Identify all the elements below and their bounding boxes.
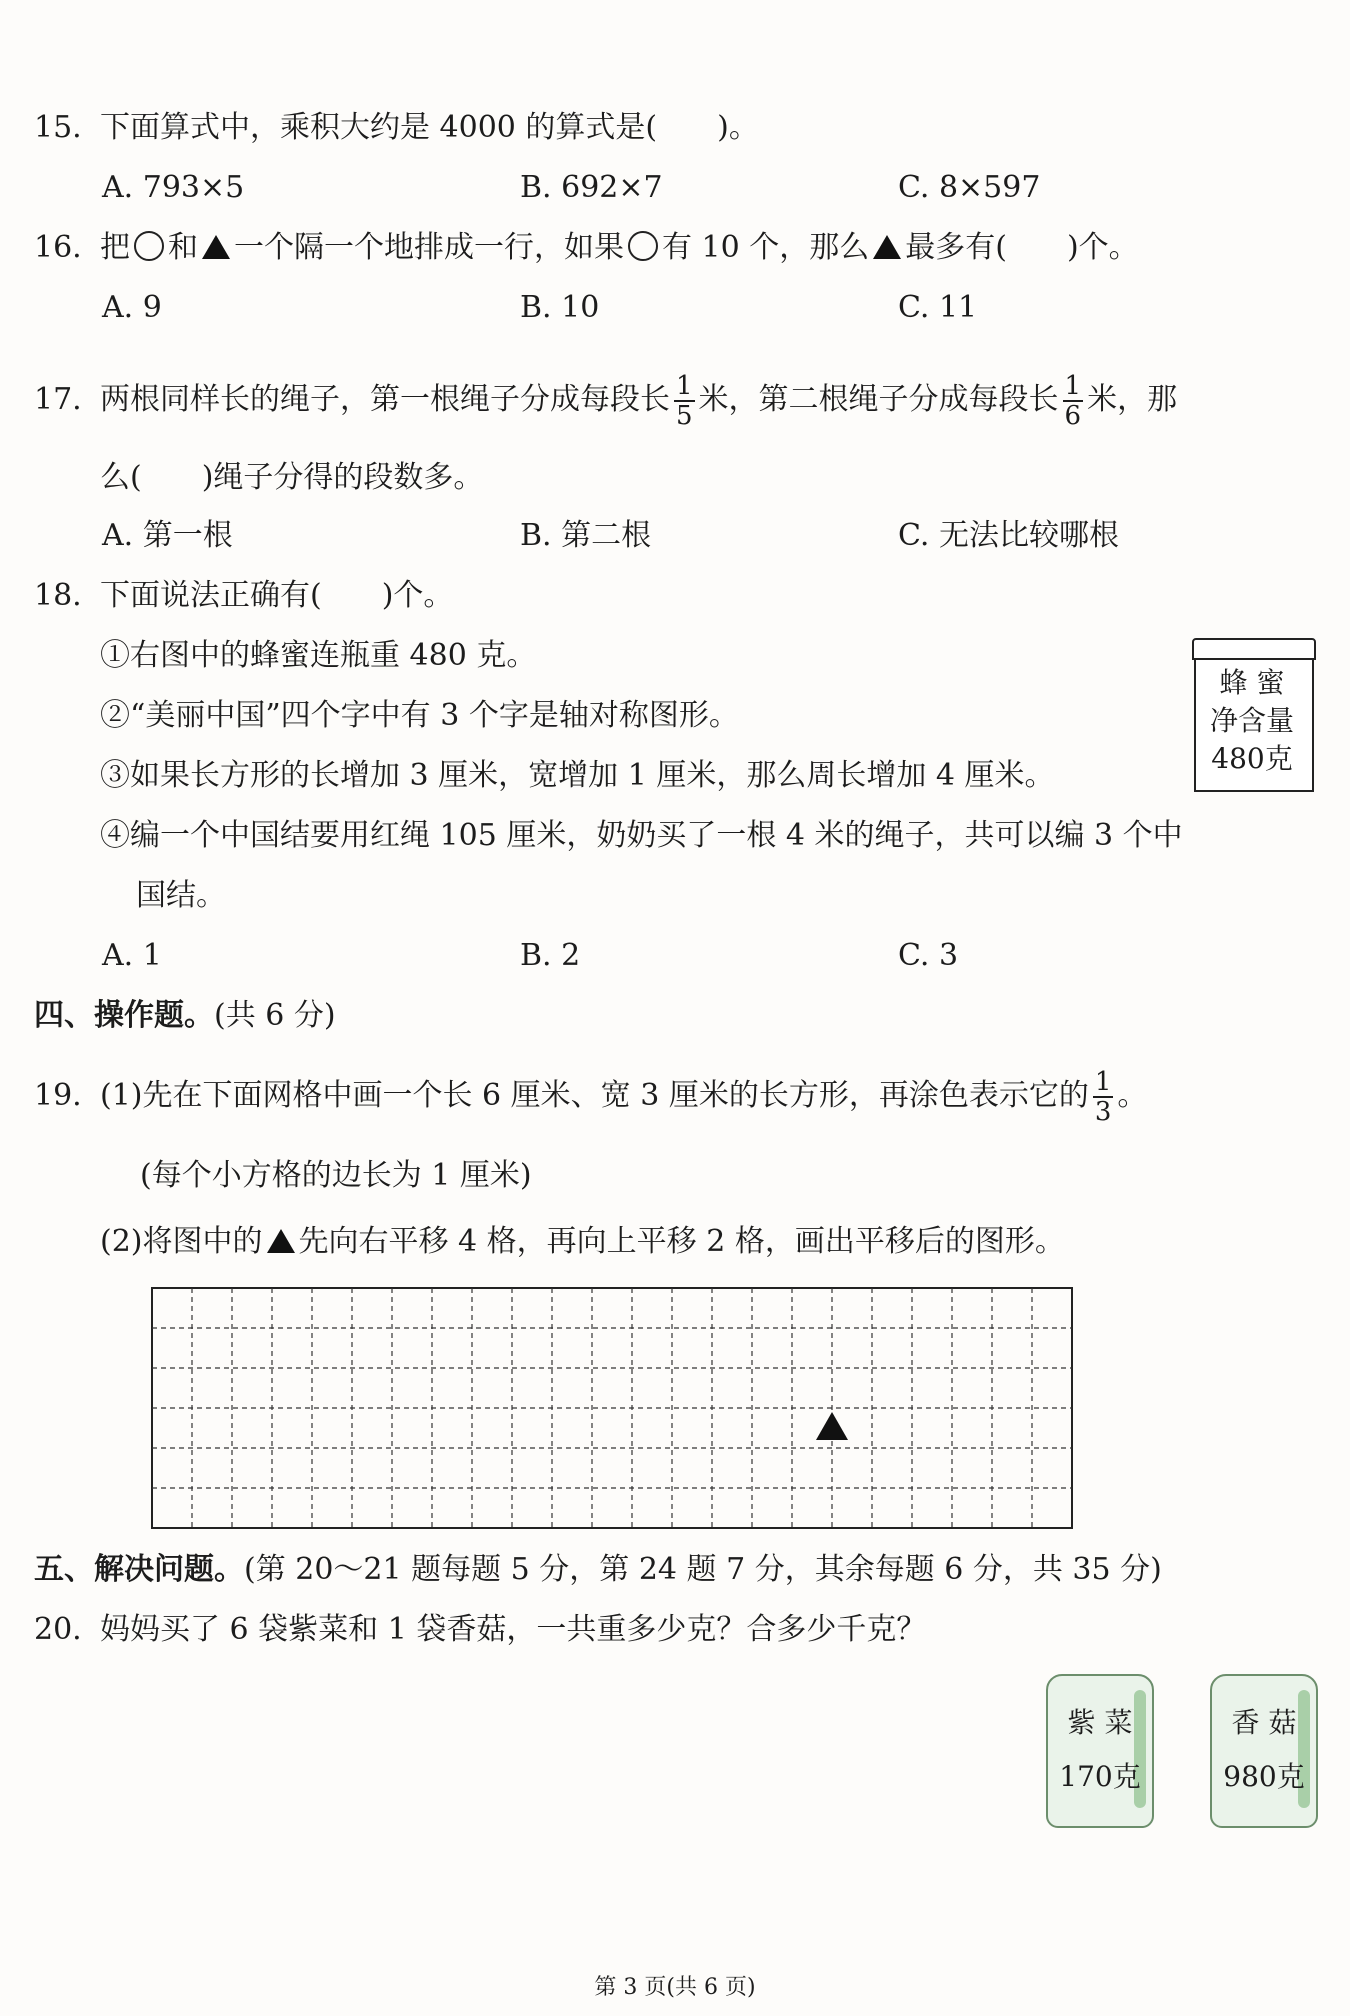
circle-icon xyxy=(628,231,658,261)
question-text: 下面说法正确有( )个。 xyxy=(100,578,454,613)
question-text-a: (1)先在下面网格中画一个长 6 厘米、宽 3 厘米的长方形，再涂色表示它的 xyxy=(100,1078,1089,1113)
question-19-part1 xyxy=(34,1066,1147,1126)
section-title: 五、解决问题。 xyxy=(34,1552,244,1587)
triangle-icon xyxy=(202,235,230,259)
question-number: 19. xyxy=(34,1078,82,1113)
fraction-numerator: 1 xyxy=(1064,371,1082,401)
q17-option-c[interactable]: C. 无法比较哪根 xyxy=(898,518,1119,553)
triangle-icon xyxy=(873,235,901,259)
question-number: 16. xyxy=(34,230,82,265)
question-number: 18. xyxy=(34,578,82,613)
q17-option-a[interactable]: A. 第一根 xyxy=(102,518,233,553)
bag-weight: 170克 xyxy=(1059,1760,1141,1793)
q17-option-b[interactable]: B. 第二根 xyxy=(520,518,652,553)
question-18 xyxy=(34,576,453,616)
q19-note: (每个小方格的边长为 1 厘米) xyxy=(140,1158,532,1193)
section-score: (共 6 分) xyxy=(214,998,336,1033)
q18-statement-2: ②“美丽中国”四个字中有 3 个字是轴对称图形。 xyxy=(100,698,739,733)
section-5-heading xyxy=(34,1550,1162,1590)
q16-option-b[interactable]: B. 10 xyxy=(520,290,600,325)
jar-label-net: 净含量 xyxy=(1209,704,1294,737)
section-4-heading xyxy=(34,996,336,1036)
jar-lid xyxy=(1192,638,1316,660)
question-17-line2: 么( )绳子分得的段数多。 xyxy=(100,460,484,495)
question-text-e: 最多有( )个。 xyxy=(905,230,1139,265)
question-text-b: 和 xyxy=(168,230,198,265)
question-number: 20. xyxy=(34,1612,82,1647)
question-text-c: 一个隔一个地排成一行，如果 xyxy=(234,230,624,265)
q18-statement-1: ①右图中的蜂蜜连瓶重 480 克。 xyxy=(100,638,537,673)
question-17 xyxy=(34,370,1177,430)
bag-name: 香 菇 xyxy=(1231,1706,1297,1739)
triangle-shape-icon xyxy=(816,1412,848,1440)
section-score: (第 20～21 题每题 5 分，第 24 题 7 分，其余每题 6 分，共 35 分) xyxy=(244,1552,1162,1587)
q18-statement-3: ③如果长方形的长增加 3 厘米，宽增加 1 厘米，那么周长增加 4 厘米。 xyxy=(100,758,1055,793)
q16-option-c[interactable]: C. 11 xyxy=(898,290,978,325)
q18-statement-4-cont: 国结。 xyxy=(136,878,226,913)
page-footer: 第 3 页(共 6 页) xyxy=(594,1975,756,2000)
question-number: 15. xyxy=(34,110,82,145)
bag-name: 紫 菜 xyxy=(1067,1706,1133,1739)
q15-option-a[interactable]: A. 793×5 xyxy=(102,170,245,205)
question-16 xyxy=(34,228,1139,268)
fraction-denominator: 6 xyxy=(1064,401,1082,431)
fraction-numerator: 1 xyxy=(676,371,693,401)
fraction-one-fifth xyxy=(674,372,695,430)
fraction-denominator: 3 xyxy=(1094,1097,1112,1127)
question-text-a: (2)将图中的 xyxy=(100,1224,263,1259)
question-19-part2 xyxy=(100,1222,1065,1262)
fraction-one-sixth xyxy=(1063,372,1084,430)
question-15 xyxy=(34,108,759,148)
seaweed-bag-illustration xyxy=(1046,1674,1154,1828)
question-text: 妈妈买了 6 袋紫菜和 1 袋香菇，一共重多少克？合多少千克？ xyxy=(100,1612,927,1647)
drawing-grid[interactable] xyxy=(150,1286,1074,1530)
circle-icon xyxy=(134,231,164,261)
jar-label-weight: 480克 xyxy=(1211,742,1293,775)
fraction-one-third xyxy=(1093,1068,1114,1126)
question-text-b: 米，第二根绳子分成每段长 xyxy=(698,382,1059,417)
question-text-a: 两根同样长的绳子，第一根绳子分成每段长 xyxy=(100,382,670,417)
fraction-denominator: 5 xyxy=(676,401,693,431)
section-title: 四、操作题。 xyxy=(34,998,214,1033)
bag-weight: 980克 xyxy=(1223,1760,1305,1793)
q18-option-c[interactable]: C. 3 xyxy=(898,938,959,973)
question-text-b: 先向右平移 4 格，再向上平移 2 格，画出平移后的图形。 xyxy=(298,1224,1065,1259)
question-number: 17. xyxy=(34,382,82,417)
q15-option-b[interactable]: B. 692×7 xyxy=(520,170,663,205)
q18-option-b[interactable]: B. 2 xyxy=(520,938,581,973)
q18-statement-4: ④编一个中国结要用红绳 105 厘米，奶奶买了一根 4 米的绳子，共可以编 3 个中 xyxy=(100,818,1183,853)
question-text: 下面算式中，乘积大约是 4000 的算式是( )。 xyxy=(100,110,759,145)
question-text-d: 有 10 个，那么 xyxy=(662,230,870,265)
fraction-numerator: 1 xyxy=(1094,1067,1112,1097)
jar-label-name: 蜂 蜜 xyxy=(1219,666,1285,699)
q18-option-a[interactable]: A. 1 xyxy=(102,938,162,973)
q15-option-c[interactable]: C. 8×597 xyxy=(898,170,1041,205)
question-text-c: 米，那 xyxy=(1087,382,1178,417)
question-text-a: 把 xyxy=(100,230,130,265)
question-20 xyxy=(34,1610,926,1650)
question-text-b: 。 xyxy=(1117,1078,1148,1113)
triangle-icon xyxy=(267,1229,295,1253)
q16-option-a[interactable]: A. 9 xyxy=(102,290,162,325)
mushroom-bag-illustration xyxy=(1210,1674,1318,1828)
honey-jar-illustration xyxy=(1192,638,1316,798)
